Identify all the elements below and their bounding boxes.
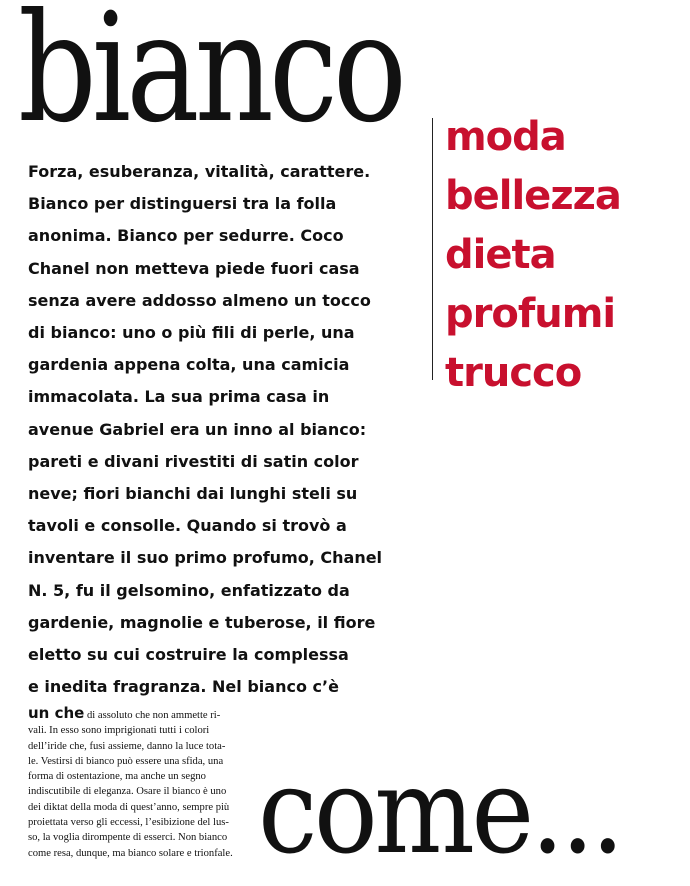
lead-line: gardenie, magnolie e tuberose, il fiore [28, 612, 376, 632]
topic-item: bellezza [445, 173, 621, 219]
body-line: so, la voglia dirompente di esserci. Non bianco [28, 832, 228, 844]
lead-line: eletto su cui costruire la complessa [28, 645, 349, 665]
lead-paragraph [28, 156, 410, 703]
body-line: dei diktat della moda di quest’anno, sempre più [28, 801, 230, 813]
lead-line: immacolata. La sua prima casa in [28, 387, 330, 407]
lead-line: Bianco per distinguersi tra la folla [28, 194, 337, 214]
body-line: le. Vestirsi di bianco può essere una sfida, una [28, 755, 224, 767]
lead-line: di bianco: uno o più fili di perle, una [28, 323, 355, 343]
body-line: forma di ostentazione, ma anche un segno [28, 771, 206, 783]
body-paragraph [28, 706, 252, 861]
lead-line: Forza, esuberanza, vitalità, carattere. [28, 162, 371, 181]
lead-line: gardenia appena colta, una camicia [28, 355, 350, 375]
body-first-line [28, 706, 252, 723]
topics-list [445, 108, 621, 403]
lead-line: anonima. Bianco per sedurre. Coco [28, 226, 344, 246]
body-line: dell’iride che, fusi assieme, danno la luce tota- [28, 740, 226, 752]
lead-line: senza avere addosso almeno un tocco [28, 290, 371, 310]
topic-item: trucco [445, 350, 582, 396]
body-line-rest: di assoluto che non ammette ri- [86, 710, 221, 721]
closing-title: come... [258, 742, 622, 880]
lead-line: Chanel non metteva piede fuori casa [28, 258, 360, 278]
lead-line: e inedita fragranza. Nel bianco c’è [28, 677, 339, 697]
lead-line: inventare il suo primo profumo, Chanel [28, 548, 383, 568]
run-in-heading: un che [28, 704, 85, 722]
lead-line: neve; fiori bianchi dai lunghi steli su [28, 484, 358, 504]
topic-item: moda [445, 114, 566, 160]
body-line: come resa, dunque, ma bianco solare e trionfale. [28, 847, 233, 859]
topic-item: dieta [445, 232, 556, 278]
lead-line: tavoli e consolle. Quando si trovò a [28, 516, 347, 536]
topics-divider [432, 118, 433, 380]
body-line: indiscutibile di eleganza. Osare il bianco è uno [28, 786, 227, 798]
topic-item: profumi [445, 291, 616, 337]
body-line: proiettata verso gli eccessi, l’esibizione del lus- [28, 817, 229, 829]
lead-line: pareti e divani rivestiti di satin color [28, 451, 359, 471]
lead-line: N. 5, fu il gelsomino, enfatizzato da [28, 580, 350, 600]
page-title: bianco [18, 0, 403, 156]
body-line: vali. In esso sono imprigionati tutti i colori [28, 725, 210, 737]
lead-line: avenue Gabriel era un inno al bianco: [28, 419, 367, 439]
